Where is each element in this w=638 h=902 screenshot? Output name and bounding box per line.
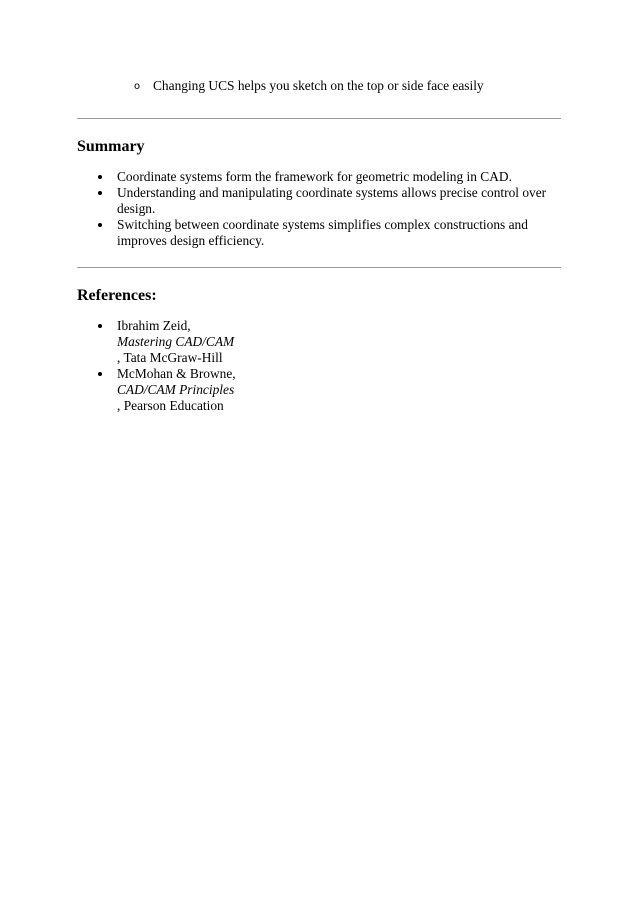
horizontal-rule-top xyxy=(77,118,561,119)
reference-item-1 xyxy=(96,318,236,366)
horizontal-rule-bottom xyxy=(77,267,561,268)
bullet-dot-icon xyxy=(98,175,102,179)
references-list xyxy=(96,318,236,414)
summary-item-text: improves design efficiency. xyxy=(117,233,265,248)
summary-item-1 xyxy=(96,169,546,185)
summary-list xyxy=(96,169,546,249)
reference-item-2 xyxy=(96,366,236,414)
summary-item-3 xyxy=(96,217,546,249)
bullet-dot-icon xyxy=(98,223,102,227)
reference-author: Ibrahim Zeid, xyxy=(117,318,191,333)
summary-item-text: Switching between coordinate systems simplifies complex constructions and xyxy=(117,217,528,232)
circle-bullet-icon: o xyxy=(134,81,141,92)
bullet-dot-icon xyxy=(98,372,102,376)
reference-publisher: , Tata McGraw-Hill xyxy=(117,350,223,365)
summary-item-2 xyxy=(96,185,546,217)
summary-heading: Summary xyxy=(77,138,145,155)
sub-bullet-text: Changing UCS helps you sketch on the top or side face easily xyxy=(153,78,484,93)
bullet-dot-icon xyxy=(98,324,102,328)
reference-publisher: , Pearson Education xyxy=(117,398,224,413)
reference-title: CAD/CAM Principles xyxy=(117,382,235,397)
summary-item-text: Coordinate systems form the framework for geometric modeling in CAD. xyxy=(117,169,512,184)
reference-text xyxy=(117,366,236,414)
summary-item-text: design. xyxy=(117,201,156,216)
reference-title: Mastering CAD/CAM xyxy=(117,334,235,349)
reference-text xyxy=(117,318,236,366)
references-heading: References: xyxy=(77,287,157,304)
bullet-dot-icon xyxy=(98,191,102,195)
reference-author: McMohan & Browne, xyxy=(117,366,236,381)
summary-item-text: Understanding and manipulating coordinate systems allows precise control over xyxy=(117,185,547,200)
